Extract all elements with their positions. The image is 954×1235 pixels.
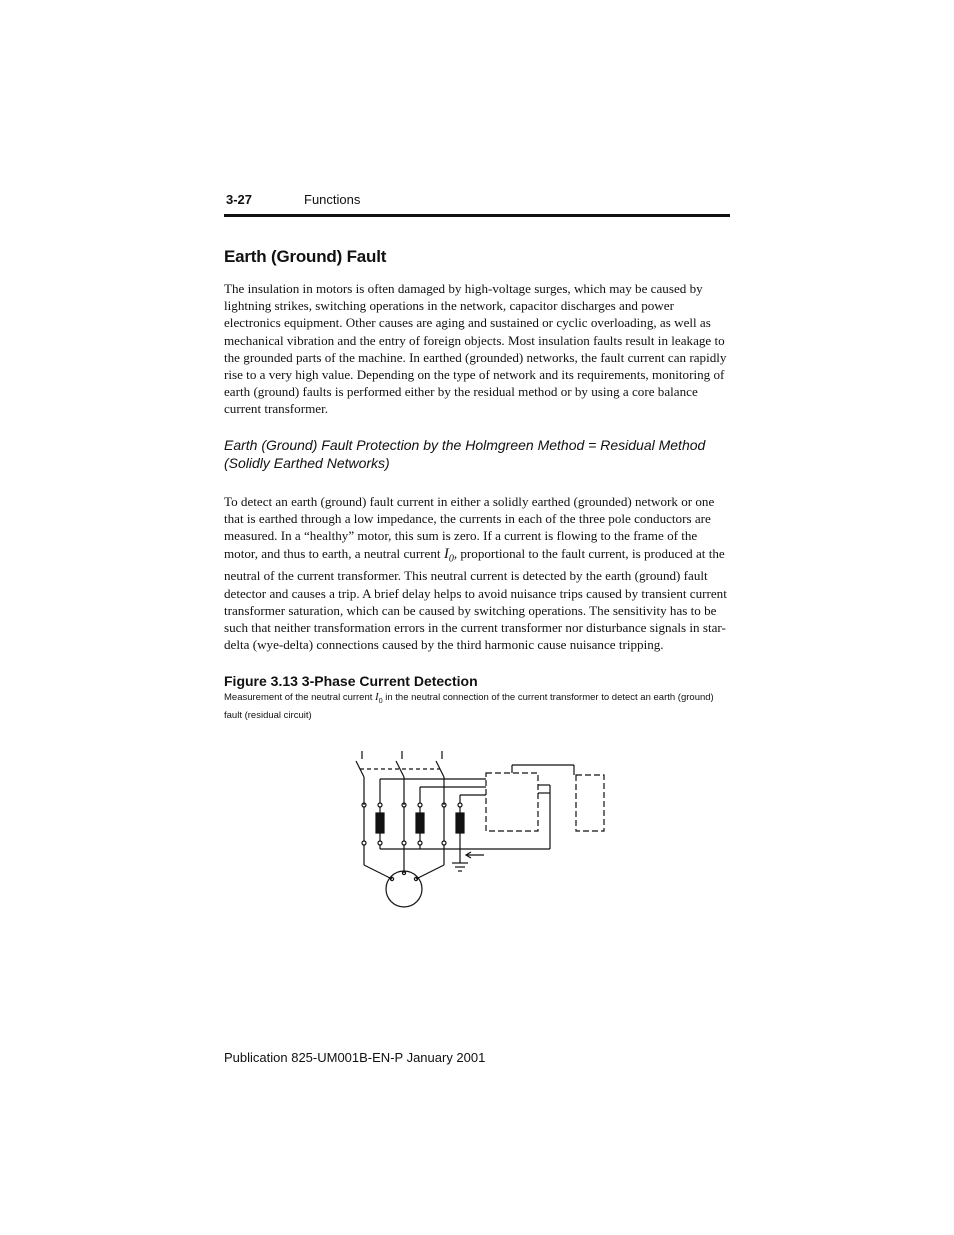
fig-symbol: I <box>375 691 379 703</box>
neutral-current-arrow <box>466 852 484 858</box>
fig-desc-a: Measurement of the neutral current <box>224 692 376 703</box>
publication-footer: Publication 825-UM001B-EN-P January 2001 <box>224 1050 486 1065</box>
subheading: Earth (Ground) Fault Protection by the Holmgreen Method = Residual Method (Solidly Earthed Networks) <box>224 437 706 471</box>
secondary-wiring <box>380 765 574 863</box>
figure-caption: Figure 3.13 3-Phase Current Detection <box>224 673 478 689</box>
section-title: Earth (Ground) Fault <box>224 247 387 266</box>
motor-symbol <box>386 871 422 907</box>
three-phase-circuit-diagram <box>340 745 620 915</box>
fig-subscript: 0 <box>378 697 383 705</box>
para2-text-b: , proportional to the fault current, is produced at the neutral of the current transformer. This neutral current is detected by the earth (ground) fault detector and causes a trip. A brief delay helps to avoid nuisance trips caused by transient current transformer saturation, which can be caused by switching operations. The sensitivity has to be such that neither transformation errors in the current transformer nor disturbance signals in star-delta (wye-delta) connections caused by the third harmonic cause nuisance tripping. <box>224 545 727 653</box>
para2-text-a: To detect an earth (ground) fault current in either a solidly earthed (grounded) network or one that is earthed through a low impedance, the currents in each of the three pole conductors are measured. In a “healthy” motor, this sum is zero. If a current is flowing to the frame of the motor, and thus to earth, a neutral current <box>224 494 715 561</box>
current-transformers <box>376 803 464 849</box>
body-paragraph-2 <box>224 493 730 653</box>
page-number: 3-27 <box>226 192 253 207</box>
section-name: Functions <box>304 192 361 207</box>
contactor-switches <box>356 761 444 805</box>
fig-desc-b: in the neutral connection of the current transformer to detect an earth (ground) fault (residual circuit) <box>224 692 714 721</box>
body-paragraph-1: The insulation in motors is often damaged by high-voltage surges, which may be caused by lightning strikes, switching operations in the network, capacitor discharges and power electronics equipment. Other causes are aging and sustained or cyclic overloading, as well as mechanical vibration and the entry of foreign objects. Most insulation faults result in leakage to the grounded parts of the machine. In earthed (grounded) networks, the fault current can rapidly rise to a very high value. Depending on the type of network and its requirements, monitoring of earth (ground) faults is performed either by the residual method or by using a core balance current transformer. <box>224 281 727 417</box>
neutral-current-symbol: I <box>443 545 449 562</box>
trip-device-box <box>576 775 604 831</box>
supply-lines <box>362 751 442 759</box>
header-rule <box>224 214 730 217</box>
earth-fault-relay-box <box>486 773 538 831</box>
figure-description <box>224 690 724 723</box>
neutral-current-subscript: 0 <box>448 553 454 565</box>
earth-symbol <box>452 863 468 871</box>
phase-conductors <box>362 803 446 879</box>
